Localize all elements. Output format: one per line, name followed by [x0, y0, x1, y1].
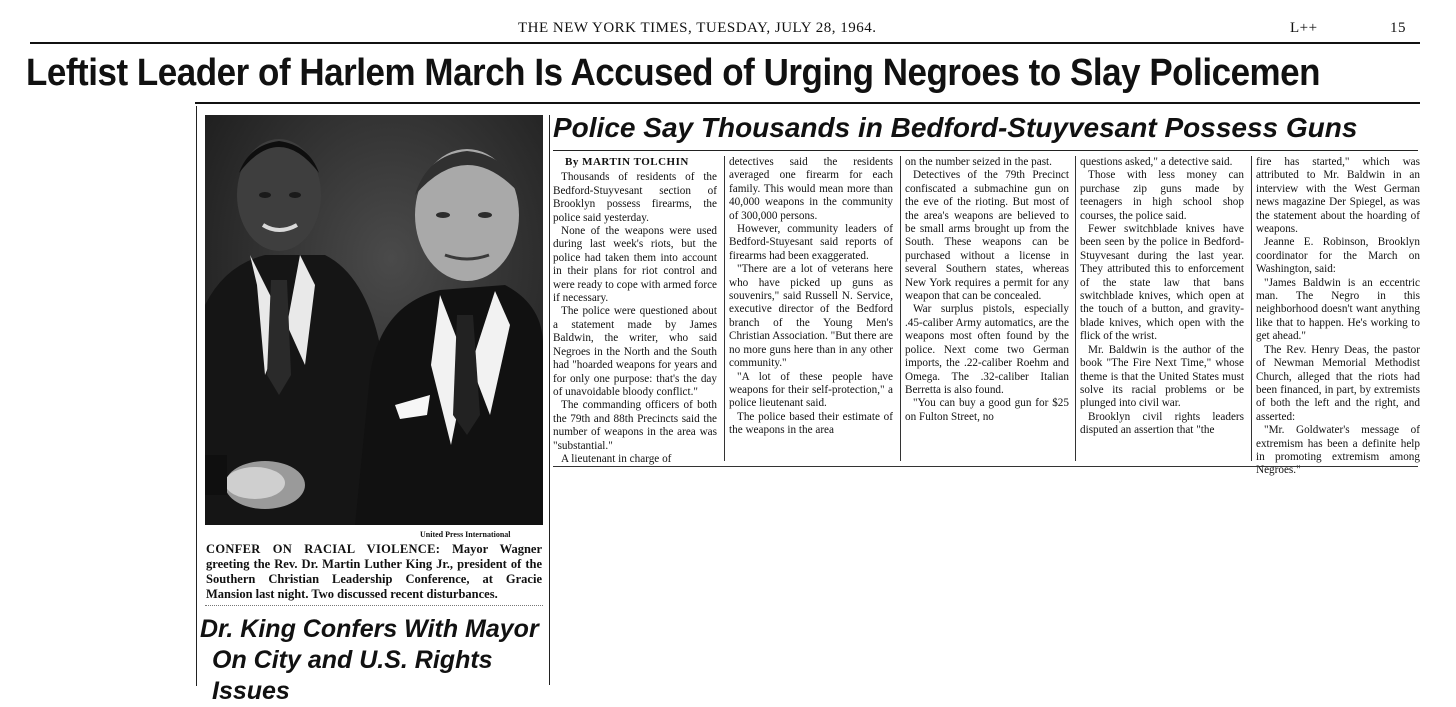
photo-credit: United Press International [420, 530, 511, 539]
article-paragraph: Jeanne E. Robinson, Brooklyn coordinator for the March on Washington, said: [1256, 236, 1420, 276]
sidebar-headline [200, 614, 550, 707]
article-paragraph: on the number seized in the past. [905, 156, 1052, 168]
article-paragraph: The police were questioned about a statement made by James Baldwin, the writer, who said Negroes in the North and the South had "hoarded weapons for years and for only one purpose: that's the day of unavoidable bloody conflict." [553, 305, 717, 398]
caption-text: Mayor Wagner greeting the Rev. Dr. Martin Luther King Jr., president of the Southern Christian Leadership Conference, at Gracie Mansion last night. Two discussed recent disturbances. [206, 542, 542, 601]
column-rule [900, 156, 901, 461]
folio-line [0, 20, 1456, 40]
article-column-5 [1256, 156, 1420, 477]
article-paragraph: detectives said the residents averaged one firearm for each family. This would mean more than 40,000 weapons in the community of 300,000 persons. [729, 156, 893, 222]
sidebar-headline-line1: Dr. King Confers With Mayor [200, 615, 539, 643]
article-paragraph: Brooklyn civil rights leaders disputed an assertion that "the [1080, 410, 1244, 437]
article-paragraph: Mr. Baldwin is the author of the book "The Fire Next Time," whose theme is that the United States must solve its racial problems or be plunged into civil war. [1080, 343, 1244, 410]
sidebar-headline-line2: On City and U.S. Rights Issues [212, 646, 493, 705]
article-column-4 [1080, 156, 1244, 466]
article-paragraph: "Mr. Goldwater's message of extremism has been a definite help in promoting extremism among Negroes." [1256, 424, 1420, 477]
article-paragraph: None of the weapons were used during last week's riots, but the police had taken them into account in their plans for riot control and were ready to cope with armed force if necessary. [553, 225, 717, 305]
article-paragraph: Those with less money can purchase zip guns made by teenagers in high school shop courses, the police said. [1080, 169, 1244, 222]
page-number: 15 [1390, 20, 1406, 36]
article-byline: By MARTIN TOLCHIN [565, 156, 689, 168]
article-column-2 [729, 156, 893, 466]
article-column-1 [553, 156, 717, 466]
top-rule [30, 42, 1420, 44]
article-paragraph: The police based their estimate of the weapons in the area [729, 410, 893, 437]
column-rule [1251, 156, 1252, 461]
article-paragraph: "You can buy a good gun for $25 on Fulton Street, no [905, 397, 1069, 423]
article-paragraph: "There are a lot of veterans here who have picked up guns as souvenirs," said Russell N. Service, executive director of the Bedford branch of the Young Men's Christian Association. "But there are no more guns here than in any other community." [729, 263, 893, 370]
headline-rule [195, 102, 1420, 104]
article-paragraph: However, community leaders of Bedford-Stuyesant said reports of firearms had been exaggerated. [729, 223, 893, 262]
column-rule [724, 156, 725, 461]
column-rule [1075, 156, 1076, 461]
caption-rule [205, 605, 543, 606]
article-paragraph: War surplus pistols, especially .45-caliber Army automatics, are the weapons most often found by the police. Next come two German imports, the .22-caliber Roehm and Omega. The .32-caliber Italian Berretta is also found. [905, 303, 1069, 396]
article-paragraph: The Rev. Henry Deas, the pastor of Newman Memorial Methodist Church, alleged that the riots had been financed, in part, by extremists of both the left and the right, and asserted: [1256, 343, 1420, 423]
banner-headline: Leftist Leader of Harlem March Is Accused of Urging Negroes to Slay Policemen [26, 52, 1321, 94]
article-paragraph: Fewer switchblade knives have been seen by the police in Bedford-Stuyvesant during the last year. They attributed this to enforcement of the state law that bans switchblade knives, which open at the touch of a button, and gravity-blade knives, which open with the flick of the wrist. [1080, 223, 1244, 343]
article-paragraph: "A lot of these people have weapons for their self-protection," a police lieutenant said. [729, 370, 893, 410]
photo-column-rule [549, 115, 550, 685]
news-photo [205, 115, 543, 525]
article-paragraph: The commanding officers of both the 79th and 88th Precincts said the number of weapons in the area was "substantial." [553, 399, 717, 452]
article-paragraph: A lieutenant in charge of [561, 452, 672, 465]
left-column-rule [196, 106, 197, 686]
photo-caption [206, 542, 542, 602]
article-headline-rule [553, 150, 1418, 151]
article-paragraph: questions asked," a detective said. [1080, 156, 1233, 168]
article-headline: Police Say Thousands in Bedford-Stuyvesant Possess Guns [553, 112, 1358, 143]
photo-illustration [205, 115, 543, 525]
edition-mark: L++ [1290, 20, 1318, 36]
article-paragraph: Thousands of residents of the Bedford-Stuyvesant section of Brooklyn possess firearms, the police said yesterday. [553, 171, 717, 224]
article-paragraph: fire has started," which was attributed to Mr. Baldwin in an interview with the West German news magazine Der Spiegel, as was the statement about the hoarding of weapons. [1256, 156, 1420, 236]
caption-lead: CONFER ON RACIAL VIOLENCE: [206, 542, 441, 556]
article-column-3 [905, 156, 1069, 466]
article-paragraph: "James Baldwin is an eccentric man. The Negro in this neighborhood doesn't want anything like that to happen. He's working to get ahead." [1256, 276, 1420, 343]
paper-date: THE NEW YORK TIMES, TUESDAY, JULY 28, 1964. [518, 20, 877, 36]
article-bottom-rule [553, 466, 1418, 467]
article-paragraph: Detectives of the 79th Precinct confiscated a submachine gun on the eve of the rioting. But most of the area's weapons are believed to be small arms brought up from the South. These weapons can be purchased without a license in several Southern states, whereas New York requires a permit for any weapon that can be concealed. [905, 169, 1069, 303]
